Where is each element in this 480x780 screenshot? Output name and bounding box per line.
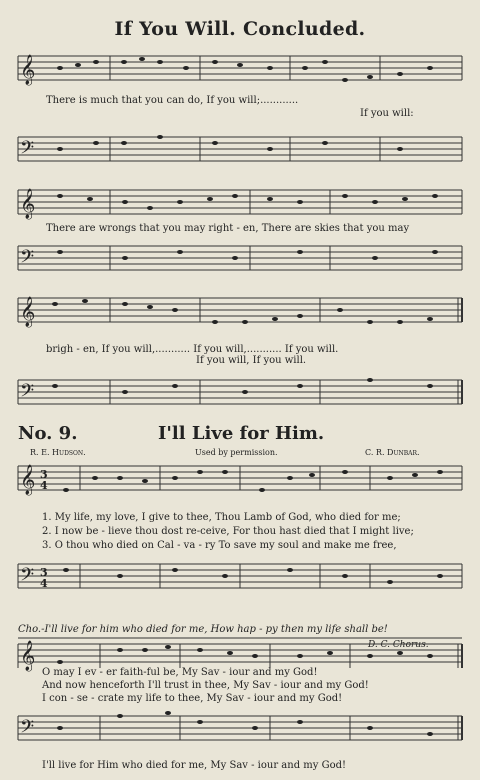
composer-credit: R. E. Hudson.: [30, 448, 86, 457]
lyric-echo-line: If you will:: [360, 108, 414, 119]
svg-text:3: 3: [40, 566, 48, 579]
svg-text:𝄢: 𝄢: [20, 565, 35, 590]
bass-staff-2: [0, 234, 480, 284]
svg-text:𝄞: 𝄞: [20, 55, 36, 85]
lyric-line: There are wrongs that you may right - en, There are skies that you may: [46, 223, 410, 234]
svg-text:𝄞: 𝄞: [20, 297, 36, 327]
lyric-line: brigh - en, If you will,........... If you will,........... If you will.: [46, 344, 339, 355]
dc-chorus-label: D. C. Chorus.: [368, 640, 429, 650]
svg-text:𝄢: 𝄢: [20, 138, 35, 163]
lyric-echo-line: If you will, If you will.: [196, 355, 307, 366]
hymn-title: I'll Live for Him.: [158, 423, 325, 444]
lyric-line: There is much that you can do, If you will;............: [46, 95, 299, 106]
svg-text:𝄞: 𝄞: [20, 641, 36, 671]
bass-staff-4: [0, 552, 480, 602]
verse-line-2: 2. I now be - lieve thou dost re-ceive, For thou hast died that I might live;: [42, 526, 414, 537]
svg-text:𝄢: 𝄢: [20, 247, 35, 272]
svg-text:𝄞: 𝄞: [20, 189, 36, 219]
verse-end-line-2: And now henceforth I'll trust in thee, My Sav - iour and my God!: [42, 680, 369, 691]
bass-staff-1: [0, 125, 480, 175]
verse-line-3: 3. O thou who died on Cal - va - ry To save my soul and make me free,: [42, 540, 397, 551]
hymn-number: No. 9.: [18, 423, 78, 444]
author-credit: C. R. Dunbar.: [365, 448, 420, 457]
svg-text:𝄢: 𝄢: [20, 717, 35, 742]
svg-text:𝄢: 𝄢: [20, 381, 35, 406]
treble-staff-3: [0, 290, 480, 350]
chorus-line: Cho.-I'll live for him who died for me, How hap - py then my life shall be!: [18, 624, 388, 635]
bass-staff-5: [0, 704, 480, 754]
final-lyric-line: I'll live for Him who died for me, My Sav - iour and my God!: [42, 760, 347, 771]
bass-staff-3: [0, 368, 480, 418]
verse-end-line-1: O may I ev - er faith-ful be, My Sav - iour and my God!: [42, 667, 318, 678]
svg-text:4: 4: [40, 479, 48, 492]
svg-text:4: 4: [40, 577, 48, 590]
svg-text:𝄞: 𝄞: [20, 465, 36, 495]
permission-note: Used by permission.: [195, 448, 278, 457]
verse-line-1: 1. My life, my love, I give to thee, Thou Lamb of God, who died for me;: [42, 512, 401, 523]
verse-end-line-3: I con - se - crate my life to thee, My Sav - iour and my God!: [42, 693, 343, 704]
page-title: If You Will. Concluded.: [114, 18, 366, 40]
treble-staff-4: [0, 458, 480, 508]
svg-text:3: 3: [40, 468, 48, 481]
